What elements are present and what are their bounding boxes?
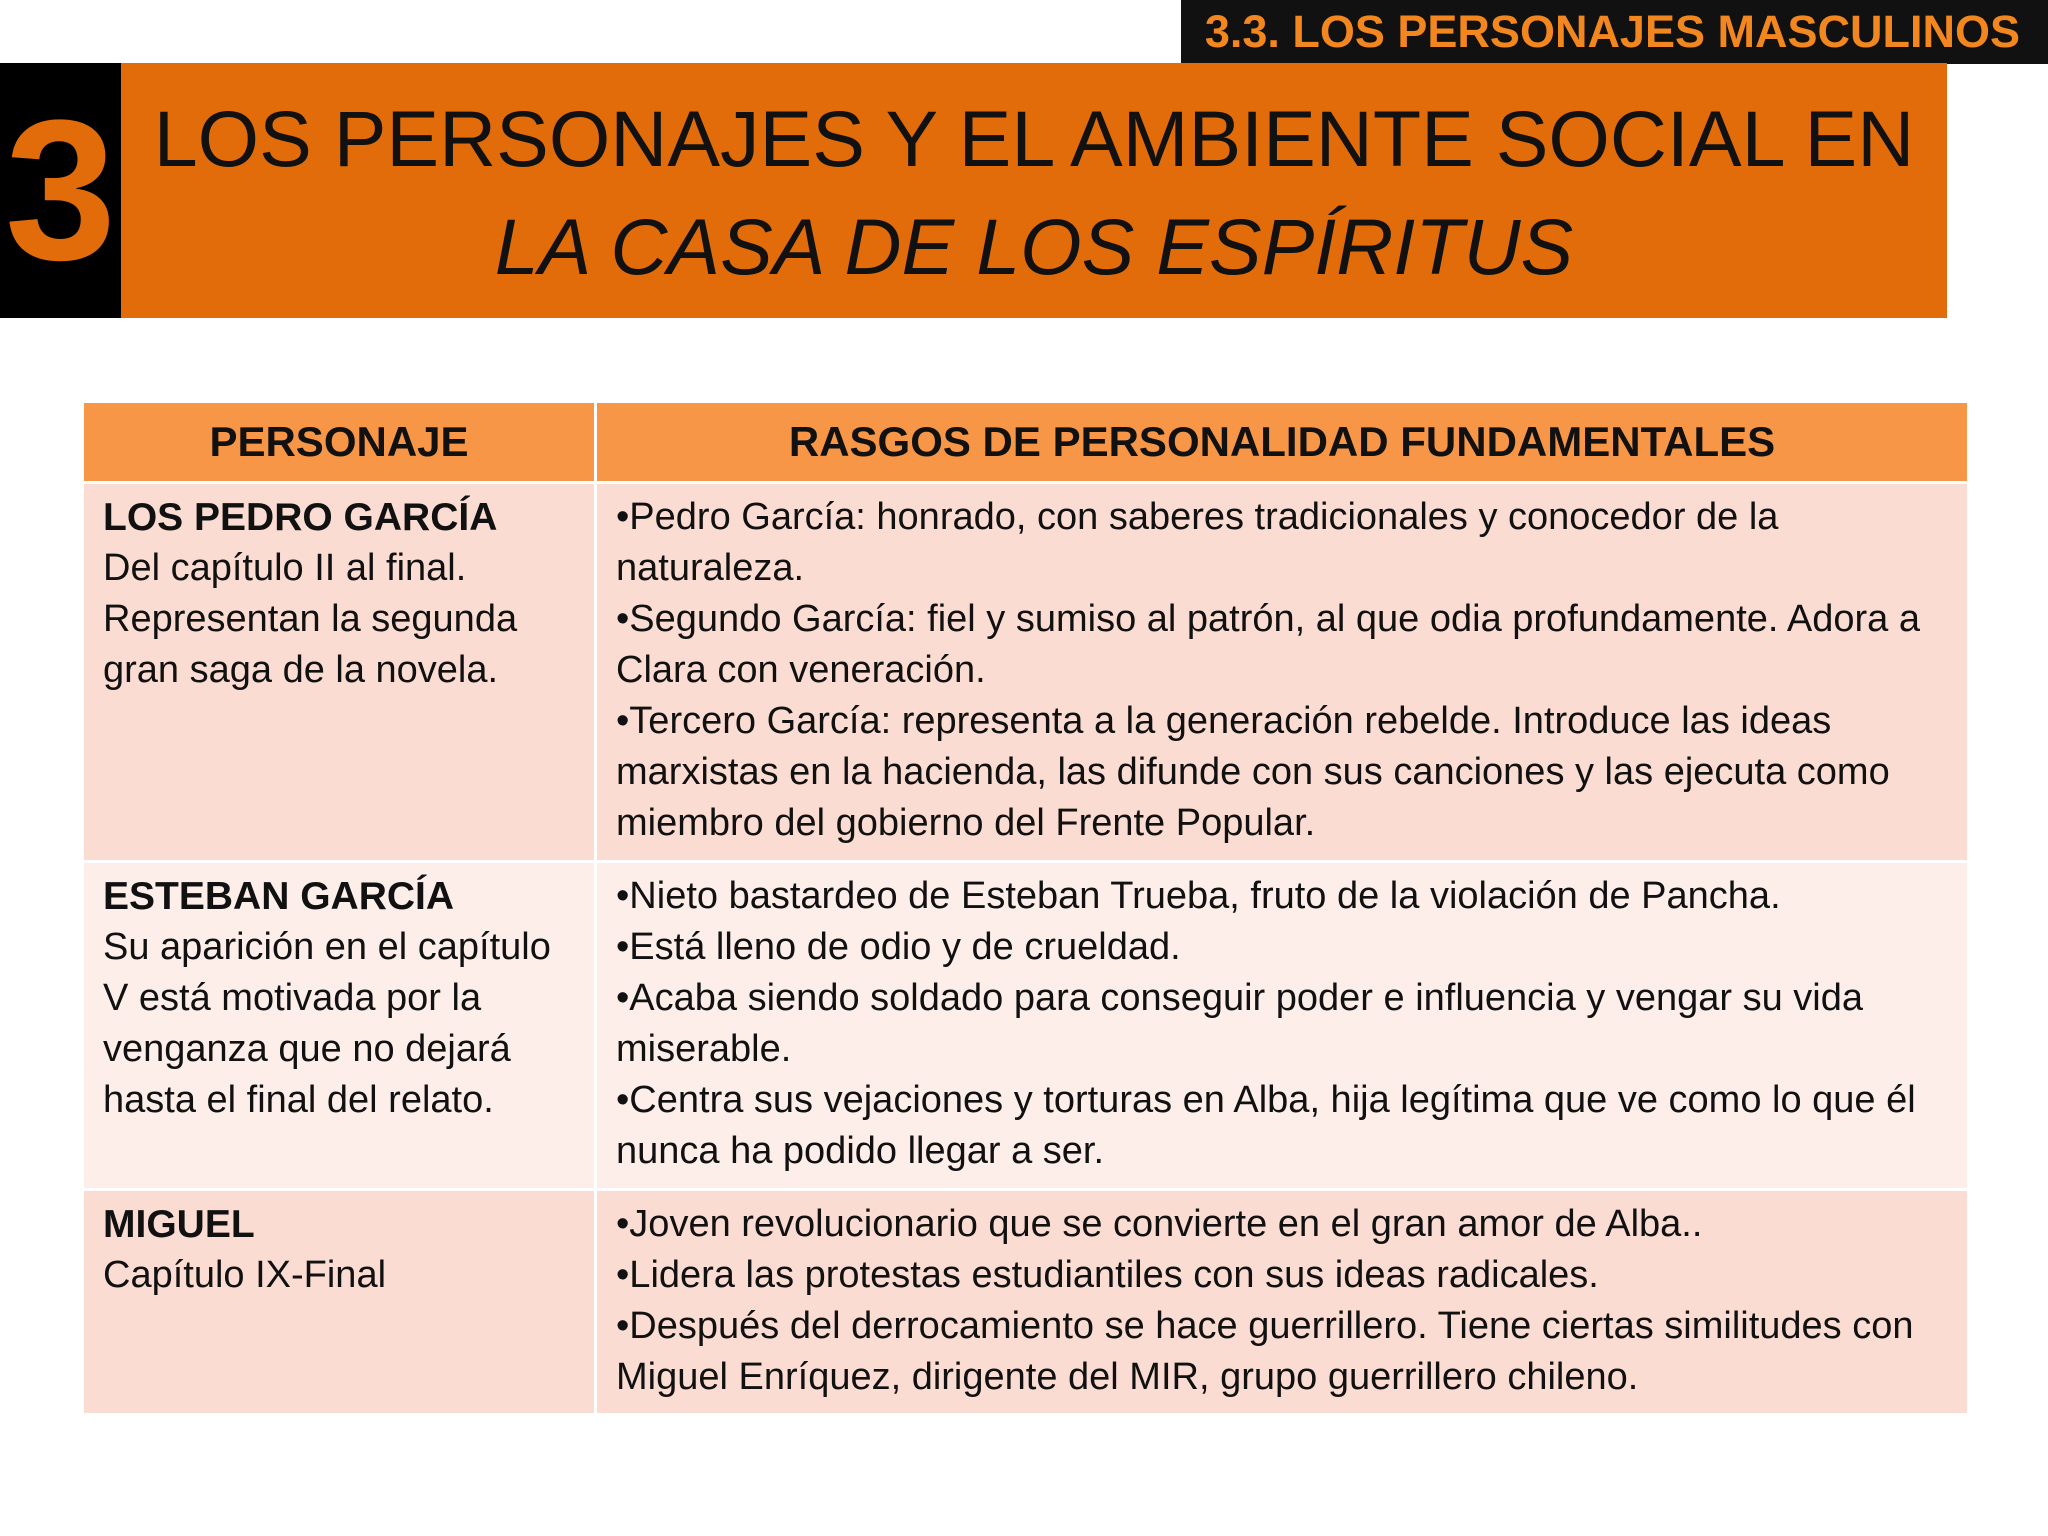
trait-item: •Centra sus vejaciones y torturas en Alba, hija legítima que ve como lo que él nunca ha podido llegar a ser.	[616, 1079, 1916, 1172]
trait-item: •Después del derrocamiento se hace guerrillero. Tiene ciertas similitudes con Miguel Enríquez, dirigente del MIR, grupo guerrillero chileno.	[616, 1305, 1914, 1398]
table-header-row	[83, 402, 1969, 483]
character-description: Capítulo IX-Final	[103, 1254, 387, 1296]
table-row	[83, 483, 1969, 862]
slide-title-line1: LOS PERSONAJES Y EL AMBIENTE SOCIAL EN	[153, 94, 1915, 183]
trait-item: •Acaba siendo soldado para conseguir poder e influencia y vengar su vida miserable.	[616, 977, 1864, 1070]
traits-cell	[596, 1190, 1969, 1415]
character-name: ESTEBAN GARCÍA	[103, 875, 455, 918]
table-row	[83, 1190, 1969, 1415]
chapter-number: 3	[0, 63, 121, 318]
character-cell	[83, 1190, 596, 1415]
character-table	[81, 400, 1970, 1416]
trait-item: •Joven revolucionario que se convierte en el gran amor de Alba..	[616, 1203, 1703, 1245]
character-description: Su aparición en el capítulo V está motivada por la venganza que no dejará hasta el final del relato.	[103, 926, 551, 1121]
trait-item: •Tercero García: representa a la generación rebelde. Introduce las ideas marxistas en la hacienda, las difunde con sus canciones y las ejecuta como miembro del gobierno del Frente Popular.	[616, 700, 1890, 844]
slide-title-line2: LA CASA DE LOS ESPÍRITUS	[494, 202, 1574, 291]
character-name: MIGUEL	[103, 1203, 255, 1246]
character-name: LOS PEDRO GARCÍA	[103, 496, 498, 539]
header-personaje: PERSONAJE	[83, 402, 596, 483]
header-rasgos: RASGOS DE PERSONALIDAD FUNDAMENTALES	[596, 402, 1969, 483]
traits-cell	[596, 483, 1969, 862]
character-cell	[83, 483, 596, 862]
section-label: 3.3. LOS PERSONAJES MASCULINOS	[1181, 0, 2048, 64]
trait-item: •Segundo García: fiel y sumiso al patrón, al que odia profundamente. Adora a Clara con veneración.	[616, 598, 1921, 691]
trait-item: •Pedro García: honrado, con saberes tradicionales y conocedor de la naturaleza.	[616, 496, 1779, 589]
title-banner	[121, 63, 1947, 318]
character-cell	[83, 862, 596, 1190]
character-description: Del capítulo II al final. Representan la segunda gran saga de la novela.	[103, 547, 518, 691]
table-row	[83, 862, 1969, 1190]
trait-item: •Lidera las protestas estudiantiles con sus ideas radicales.	[616, 1254, 1599, 1296]
trait-item: •Está lleno de odio y de crueldad.	[616, 926, 1181, 968]
trait-item: •Nieto bastardeo de Esteban Trueba, fruto de la violación de Pancha.	[616, 875, 1781, 917]
traits-cell	[596, 862, 1969, 1190]
